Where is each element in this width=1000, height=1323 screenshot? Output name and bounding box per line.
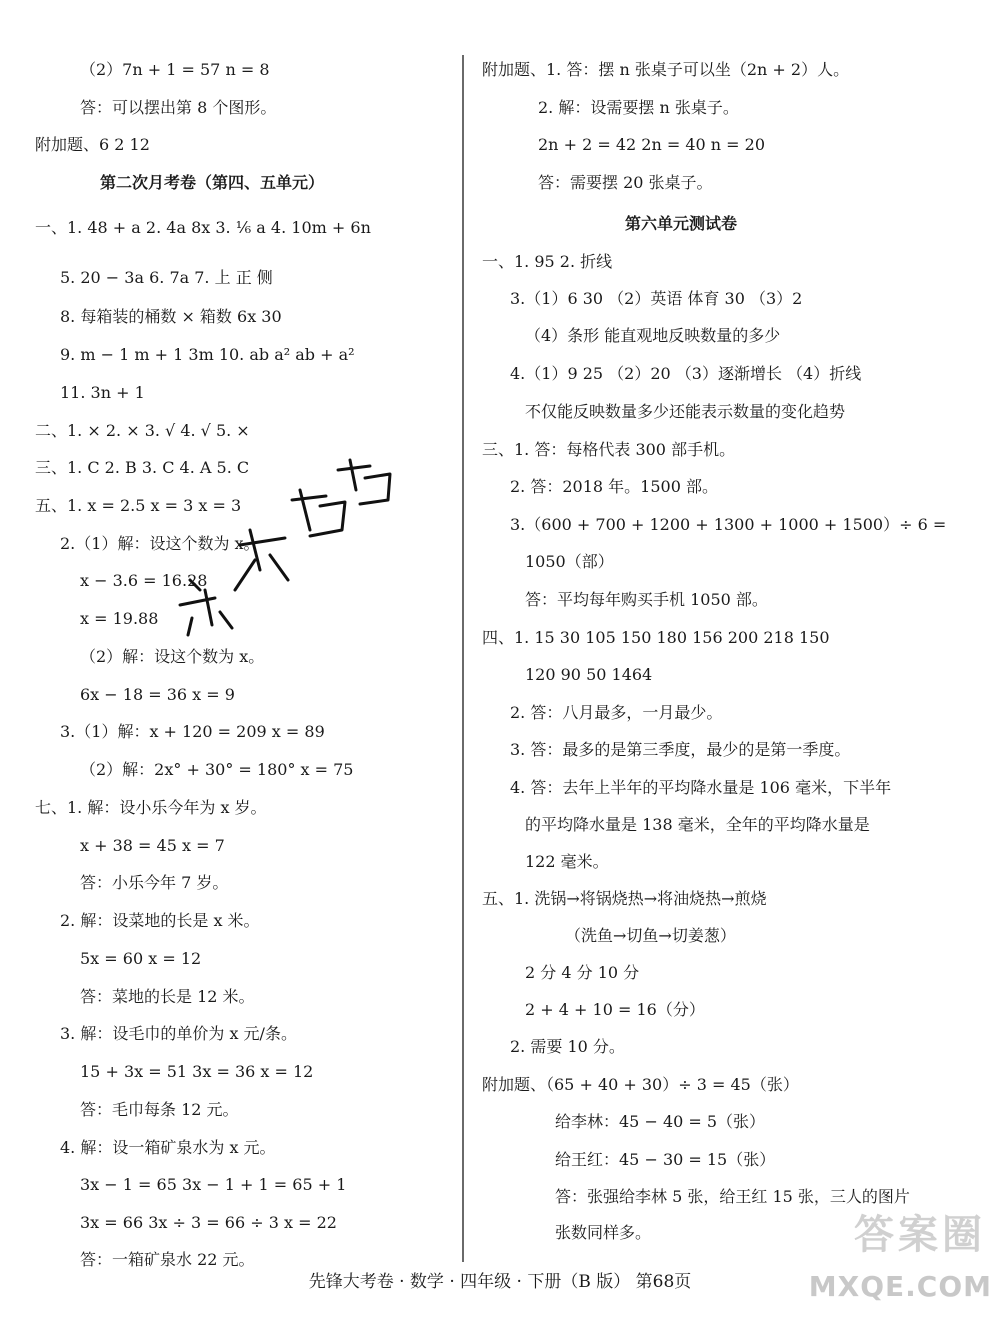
- answer-line: 3.（1）6 30 （2）英语 体育 30 （3）2: [510, 289, 803, 308]
- answer-line: 5. 20 − 3a 6. 7a 7. 上 正 侧: [60, 268, 273, 287]
- column-divider: [462, 55, 464, 1262]
- answer-line: 给李林：45 − 40 = 5（张）: [555, 1112, 766, 1131]
- watermark-url: MXQE.COM: [808, 1270, 992, 1303]
- answer-line: （2）7n + 1 = 57 n = 8: [80, 60, 270, 79]
- answer-line: 120 90 50 1464: [525, 665, 653, 684]
- answer-line: 三、1. C 2. B 3. C 4. A 5. C: [35, 458, 250, 477]
- answer-line: 8. 每箱装的桶数 × 箱数 6x 30: [60, 307, 282, 326]
- watermark-cn: 答案圈: [854, 1212, 986, 1258]
- answer-line: 答：平均每年购买手机 1050 部。: [525, 590, 768, 609]
- answer-line: （洗鱼→切鱼→切姜葱）: [565, 926, 736, 945]
- answer-line: 2. 需要 10 分。: [510, 1037, 625, 1056]
- answer-line: 9. m − 1 m + 1 3m 10. ab a² ab + a²: [60, 345, 355, 364]
- answer-line: 2. 答：八月最多，一月最少。: [510, 703, 723, 722]
- answer-line: 答：一箱矿泉水 22 元。: [80, 1250, 255, 1269]
- answer-line: 15 + 3x = 51 3x = 36 x = 12: [80, 1062, 314, 1081]
- answer-line: 答：张强给李林 5 张，给王红 15 张，三人的图片: [555, 1187, 910, 1206]
- answer-line: 附加题、6 2 12: [35, 135, 150, 154]
- answer-line: 五、1. x = 2.5 x = 3 x = 3: [35, 496, 242, 515]
- answer-line: 122 毫米。: [525, 852, 609, 871]
- answer-line: 2 + 4 + 10 = 16（分）: [525, 1000, 705, 1019]
- answer-line: （2）解：2x° + 30° = 180° x = 75: [80, 760, 354, 779]
- answer-line: 1050（部）: [525, 552, 614, 571]
- answer-line: 2.（1）解：设这个数为 x。: [60, 534, 260, 553]
- answer-line: 4. 解：设一箱矿泉水为 x 元。: [60, 1138, 276, 1157]
- answer-line: 三、1. 答：每格代表 300 部手机。: [482, 440, 736, 459]
- watermark-logo: [808, 1203, 992, 1303]
- answer-line: 的平均降水量是 138 毫米，全年的平均降水量是: [525, 815, 870, 834]
- answer-line: 答：需要摆 20 张桌子。: [538, 173, 713, 192]
- answer-line: 二、1. × 2. × 3. √ 4. √ 5. ×: [35, 421, 250, 440]
- answer-line: （4）条形 能直观地反映数量的多少: [525, 326, 781, 345]
- answer-line: 四、1. 15 30 105 150 180 156 200 218 150: [482, 628, 830, 647]
- answer-line: 一、1. 95 2. 折线: [482, 252, 613, 271]
- answer-line: 答：可以摆出第 8 个图形。: [80, 98, 277, 117]
- answer-line: 3. 答：最多的是第三季度，最少的是第一季度。: [510, 740, 851, 759]
- answer-line: 七、1. 解：设小乐今年为 x 岁。: [35, 798, 267, 817]
- answer-line: 张数同样多。: [555, 1223, 652, 1242]
- answer-line: 一、1. 48 + a 2. 4a 8x 3. ¹⁄₆ a 4. 10m + 6n: [35, 218, 371, 237]
- answer-line: 五、1. 洗锅→将锅烧热→将油烧热→煎烧: [482, 889, 767, 908]
- answer-line: 5x = 60 x = 12: [80, 949, 202, 968]
- answer-line: 2. 答：2018 年。1500 部。: [510, 477, 718, 496]
- answer-line: 6x − 18 = 36 x = 9: [80, 685, 235, 704]
- answer-line: 3.（600 + 700 + 1200 + 1300 + 1000 + 1500）÷ 6 =: [510, 515, 947, 534]
- answer-line: 3x − 1 = 65 3x − 1 + 1 = 65 + 1: [80, 1175, 347, 1194]
- answer-line: 附加题、1. 答：摆 n 张桌子可以坐（2n + 2）人。: [482, 60, 850, 79]
- answer-line: 3x = 66 3x ÷ 3 = 66 ÷ 3 x = 22: [80, 1213, 337, 1232]
- answer-line: 答：菜地的长是 12 米。: [80, 987, 255, 1006]
- answer-line: 附加题、（65 + 40 + 30）÷ 3 = 45（张）: [482, 1075, 799, 1094]
- answer-line: 不仅能反映数量多少还能表示数量的变化趋势: [525, 402, 846, 421]
- answer-line: 4.（1）9 25 （2）20 （3）逐渐增长 （4）折线: [510, 364, 862, 383]
- answer-line: 3. 解：设毛巾的单价为 x 元/条。: [60, 1024, 297, 1043]
- answer-line: 3.（1）解：x + 120 = 209 x = 89: [60, 722, 325, 741]
- answer-line: x − 3.6 = 16.28: [80, 571, 208, 590]
- answer-line: x + 38 = 45 x = 7: [80, 836, 225, 855]
- page-footer: 先锋大考卷 · 数学 · 四年级 · 下册（B 版） 第68页: [308, 1272, 692, 1292]
- answer-line: 4. 答：去年上半年的平均降水量是 106 毫米，下半年: [510, 778, 892, 797]
- section-title: 第二次月考卷（第四、五单元）: [100, 173, 325, 192]
- answer-line: （2）解：设这个数为 x。: [80, 647, 265, 666]
- answer-line: 给王红：45 − 30 = 15（张）: [555, 1150, 776, 1169]
- answer-line: 答：小乐今年 7 岁。: [80, 873, 229, 892]
- answer-line: 答：毛巾每条 12 元。: [80, 1100, 239, 1119]
- section-title: 第六单元测试卷: [625, 214, 738, 233]
- answer-line: 2n + 2 = 42 2n = 40 n = 20: [538, 135, 766, 154]
- answer-line: 2. 解：设需要摆 n 张桌子。: [538, 98, 739, 117]
- answer-line: 2 分 4 分 10 分: [525, 963, 640, 982]
- answer-line: 2. 解：设菜地的长是 x 米。: [60, 911, 260, 930]
- answer-line: x = 19.88: [80, 609, 159, 628]
- answer-line: 11. 3n + 1: [60, 383, 145, 402]
- handwriting-scribble: [160, 440, 420, 650]
